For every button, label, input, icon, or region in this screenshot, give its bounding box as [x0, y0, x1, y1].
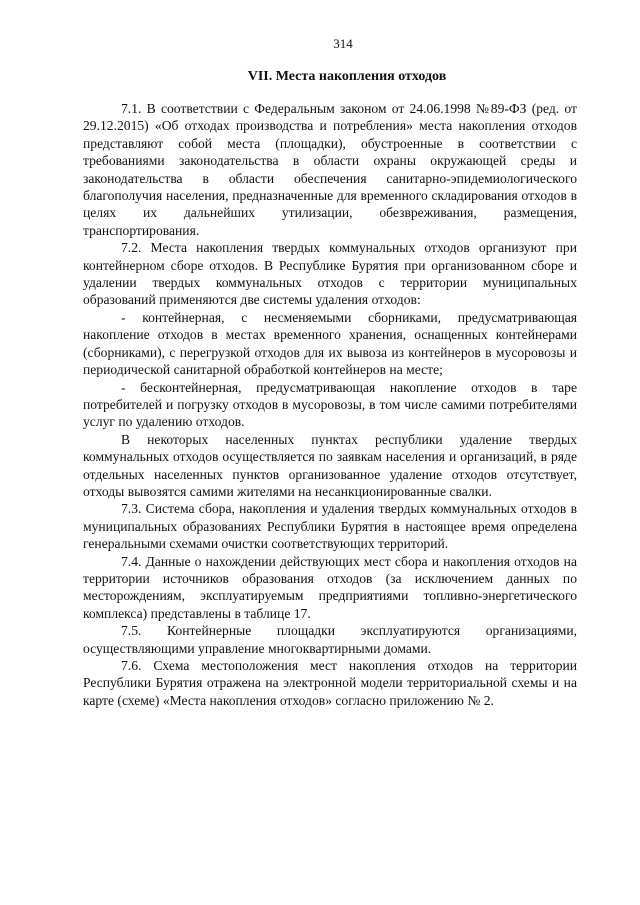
paragraph-7-2: 7.2. Места накопления твердых коммунальных отходов организуют при контейнерном сборе отходов. В Республике Бурятия при организованном сборе и удалении твердых коммунальных отходов с территории муниципальных образований применяются две системы удаления отходов:	[83, 240, 577, 308]
paragraph-7-4: 7.4. Данные о нахождении действующих мест сбора и накопления отходов на территории источников образования отходов (за исключением данных по месторождениям, эксплуатируемым предприятиями топливно-энергетического комплекса) представлены в таблице 17.	[83, 553, 577, 621]
paragraph-settlements: В некоторых населенных пунктах республики удаление твердых коммунальных отходов осуществляется по заявкам населения и организаций, в ряде отдельных населенных пунктов организованное удаление отходов отсутствует, отходы вывозятся самими жителями на несанкционированные свалки.	[83, 431, 577, 499]
paragraph-7-6: 7.6. Схема местоположения мест накопления отходов на территории Республики Бурятия отражена на электронной модели территориальной схемы и на карте (схеме) «Места накопления отходов» согласно приложению № 2.	[83, 658, 577, 708]
paragraph-7-5: 7.5. Контейнерные площадки эксплуатируются организациями, осуществляющими управление многоквартирными домами.	[83, 623, 577, 656]
page-number: 314	[333, 36, 353, 51]
section-title: VII. Места накопления отходов	[247, 69, 447, 84]
list-item-container-system: - контейнерная, с несменяемыми сборниками, предусматривающая накопление отходов в местах временного хранения, оснащенных контейнерами (сборниками), с перегрузкой отходов для их вывоза из контейнеров в мусоровозы и периодической санитарной обработкой контейнеров на месте;	[83, 309, 577, 378]
section-body	[83, 100, 577, 709]
document-page	[83, 36, 577, 896]
list-item-containerless-system: - бесконтейнерная, предусматривающая накопление отходов в таре потребителей и погрузку отходов в мусоровозы, в том числе самими потребителями услуг по удалению отходов.	[83, 379, 577, 430]
paragraph-7-1: 7.1. В соответствии с Федеральным законом от 24.06.1998 №89-ФЗ (ред. от 29.12.2015) «Об отходах производства и потребления» места накопления отходов представляют собой места (площадки), обустроенные в соответствии с требованиями законодательства в области охраны окружающей среды и законодательства в области обеспечения санитарно-эпидемиологического благополучия населения, предназначенные для временного складирования отходов в целях их дальнейших утилизации, обезвреживания, размещения, транспортирования.	[83, 101, 577, 238]
paragraph-7-3: 7.3. Система сбора, накопления и удаления твердых коммунальных отходов в муниципальных образованиях Республики Бурятия в настоящее время определена генеральными схемами очистки соответствующих территорий.	[83, 501, 577, 552]
